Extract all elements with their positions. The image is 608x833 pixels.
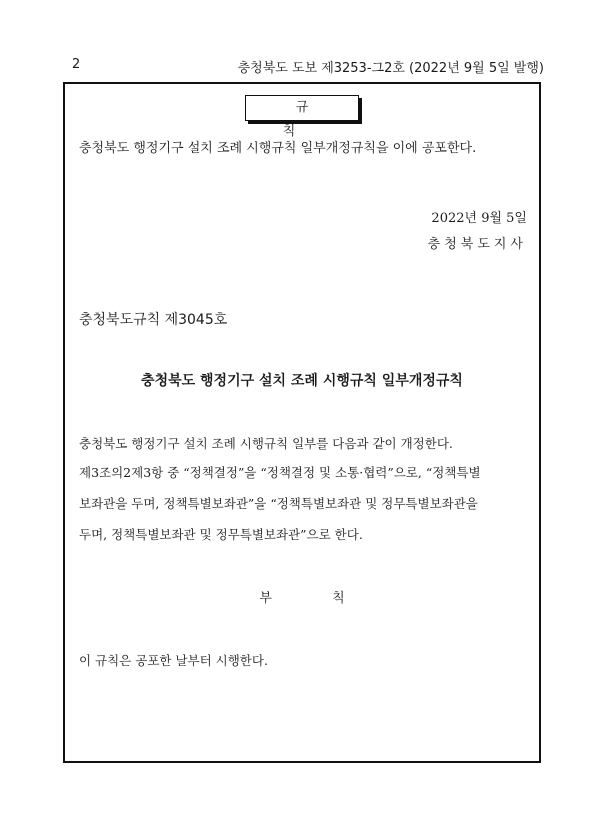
body-line: 제3조의2제3항 중 “정책결정”을 “정책결정 및 소통·협력”으로, “정책특별	[79, 465, 481, 480]
body-line: 보좌관을 두며, 정책특별보좌관”을 “정책특별보좌관 및 정무특별보좌관을	[79, 496, 478, 511]
body-line: 두며, 정책특별보좌관 및 정무특별보좌관”으로 한다.	[79, 527, 363, 542]
gazette-header: 충청북도 도보 제3253-그2호 (2022년 9월 5일 발행)	[237, 61, 544, 76]
issuer-name: 충청북도지사	[427, 237, 527, 252]
promulgation-statement: 충청북도 행정기구 설치 조례 시행규칙 일부개정규칙을 이에 공포한다.	[79, 141, 477, 156]
document-type-box: 규 칙	[245, 95, 359, 121]
addendum-heading: 부 칙	[259, 591, 373, 606]
page-number: 2	[72, 57, 81, 72]
promulgation-date: 2022년 9월 5일	[431, 211, 527, 226]
addendum-text: 이 규칙은 공포한 날부터 시행한다.	[79, 653, 268, 668]
document-frame	[63, 82, 541, 763]
rule-title: 충청북도 행정기구 설치 조례 시행규칙 일부개정규칙	[141, 373, 463, 389]
body-line: 충청북도 행정기구 설치 조례 시행규칙 일부를 다음과 같이 개정한다.	[79, 436, 453, 451]
rule-number: 충청북도규칙 제3045호	[79, 312, 228, 328]
